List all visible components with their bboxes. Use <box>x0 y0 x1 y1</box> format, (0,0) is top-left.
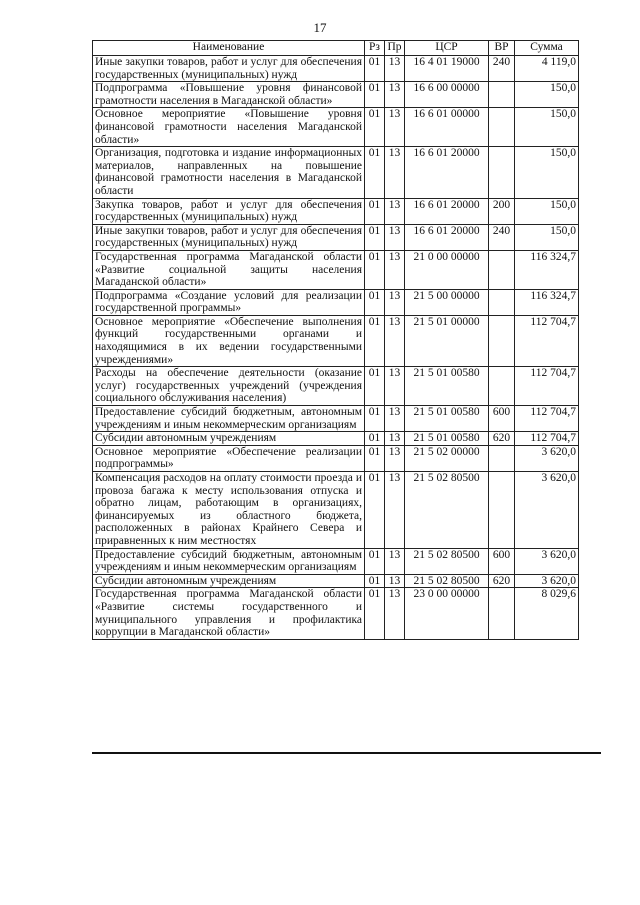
table-body <box>93 56 579 640</box>
row-vr-cell: 240 <box>489 224 515 250</box>
row-pr-cell: 13 <box>385 147 405 198</box>
row-name-cell: Предоставление субсидий бюджетным, автономным учреждениям и иным некоммерческим организациям <box>93 548 365 574</box>
row-vr-cell <box>489 108 515 147</box>
row-name-cell: Подпрограмма «Создание условий для реализации государственной программы» <box>93 289 365 315</box>
row-csr-cell: 21 5 00 00000 <box>405 289 489 315</box>
row-name-cell: Подпрограмма «Повышение уровня финансовой грамотности населения в Магаданской области» <box>93 82 365 108</box>
table-row <box>93 147 579 198</box>
row-vr-cell <box>489 289 515 315</box>
row-csr-cell: 16 4 01 19000 <box>405 56 489 82</box>
row-vr-cell <box>489 250 515 289</box>
row-csr-cell: 16 6 00 00000 <box>405 82 489 108</box>
table-row <box>93 588 579 639</box>
row-name-cell: Субсидии автономным учреждениям <box>93 432 365 446</box>
row-csr-cell: 21 5 02 00000 <box>405 445 489 471</box>
row-pr-cell: 13 <box>385 367 405 406</box>
row-sum-cell: 3 620,0 <box>515 548 579 574</box>
table-row <box>93 250 579 289</box>
divider-line <box>92 752 601 754</box>
row-rz-cell: 01 <box>365 289 385 315</box>
row-pr-cell: 13 <box>385 574 405 588</box>
row-vr-cell <box>489 445 515 471</box>
row-pr-cell: 13 <box>385 224 405 250</box>
row-pr-cell: 13 <box>385 108 405 147</box>
row-sum-cell: 112 704,7 <box>515 367 579 406</box>
row-pr-cell: 13 <box>385 198 405 224</box>
row-name-cell: Предоставление субсидий бюджетным, автономным учреждениям и иным некоммерческим организациям <box>93 406 365 432</box>
row-vr-cell: 620 <box>489 432 515 446</box>
row-sum-cell: 150,0 <box>515 147 579 198</box>
table-row <box>93 432 579 446</box>
row-sum-cell: 4 119,0 <box>515 56 579 82</box>
header-vr: ВР <box>489 41 515 56</box>
row-csr-cell: 23 0 00 00000 <box>405 588 489 639</box>
row-rz-cell: 01 <box>365 315 385 366</box>
row-name-cell: Иные закупки товаров, работ и услуг для обеспечения государственных (муниципальных) нужд <box>93 56 365 82</box>
row-sum-cell: 150,0 <box>515 82 579 108</box>
row-vr-cell: 600 <box>489 406 515 432</box>
row-rz-cell: 01 <box>365 432 385 446</box>
row-name-cell: Государственная программа Магаданской области «Развитие социальной защиты населения Магаданской области» <box>93 250 365 289</box>
row-rz-cell: 01 <box>365 108 385 147</box>
row-vr-cell: 240 <box>489 56 515 82</box>
row-rz-cell: 01 <box>365 588 385 639</box>
row-pr-cell: 13 <box>385 548 405 574</box>
table-row <box>93 56 579 82</box>
row-vr-cell: 620 <box>489 574 515 588</box>
row-csr-cell: 16 6 01 20000 <box>405 198 489 224</box>
row-rz-cell: 01 <box>365 367 385 406</box>
row-rz-cell: 01 <box>365 445 385 471</box>
row-name-cell: Основное мероприятие «Обеспечение реализации подпрограммы» <box>93 445 365 471</box>
row-vr-cell: 600 <box>489 548 515 574</box>
table-row <box>93 574 579 588</box>
table-header-row <box>93 41 579 56</box>
row-name-cell: Основное мероприятие «Повышение уровня финансовой грамотности населения Магаданской области» <box>93 108 365 147</box>
row-csr-cell: 16 6 01 00000 <box>405 108 489 147</box>
table-row <box>93 82 579 108</box>
table-row <box>93 224 579 250</box>
header-csr: ЦСР <box>405 41 489 56</box>
row-pr-cell: 13 <box>385 588 405 639</box>
row-rz-cell: 01 <box>365 406 385 432</box>
row-csr-cell: 21 5 01 00580 <box>405 406 489 432</box>
row-sum-cell: 150,0 <box>515 108 579 147</box>
row-rz-cell: 01 <box>365 250 385 289</box>
row-sum-cell: 116 324,7 <box>515 250 579 289</box>
table-row <box>93 315 579 366</box>
budget-table <box>92 40 579 640</box>
table-row <box>93 289 579 315</box>
row-rz-cell: 01 <box>365 472 385 549</box>
table-row <box>93 548 579 574</box>
row-rz-cell: 01 <box>365 224 385 250</box>
row-sum-cell: 112 704,7 <box>515 432 579 446</box>
table-row <box>93 108 579 147</box>
row-pr-cell: 13 <box>385 315 405 366</box>
row-vr-cell <box>489 315 515 366</box>
row-csr-cell: 21 5 02 80500 <box>405 472 489 549</box>
row-name-cell: Закупка товаров, работ и услуг для обеспечения государственных (муниципальных) нужд <box>93 198 365 224</box>
row-csr-cell: 21 5 01 00000 <box>405 315 489 366</box>
row-csr-cell: 21 0 00 00000 <box>405 250 489 289</box>
row-vr-cell <box>489 147 515 198</box>
row-vr-cell <box>489 588 515 639</box>
row-name-cell: Субсидии автономным учреждениям <box>93 574 365 588</box>
row-csr-cell: 21 5 01 00580 <box>405 367 489 406</box>
row-sum-cell: 112 704,7 <box>515 315 579 366</box>
table-row <box>93 472 579 549</box>
row-pr-cell: 13 <box>385 289 405 315</box>
table-row <box>93 445 579 471</box>
row-rz-cell: 01 <box>365 548 385 574</box>
row-pr-cell: 13 <box>385 406 405 432</box>
row-pr-cell: 13 <box>385 472 405 549</box>
row-pr-cell: 13 <box>385 432 405 446</box>
row-pr-cell: 13 <box>385 56 405 82</box>
row-csr-cell: 16 6 01 20000 <box>405 224 489 250</box>
row-name-cell: Государственная программа Магаданской области «Развитие системы государственного и муниципального управления и профилактика коррупции в Магаданской области» <box>93 588 365 639</box>
row-pr-cell: 13 <box>385 82 405 108</box>
row-rz-cell: 01 <box>365 574 385 588</box>
row-rz-cell: 01 <box>365 147 385 198</box>
header-name: Наименование <box>93 41 365 56</box>
row-sum-cell: 3 620,0 <box>515 472 579 549</box>
row-rz-cell: 01 <box>365 198 385 224</box>
row-vr-cell <box>489 472 515 549</box>
row-vr-cell <box>489 367 515 406</box>
page-number: 17 <box>313 20 327 35</box>
row-csr-cell: 21 5 02 80500 <box>405 574 489 588</box>
row-rz-cell: 01 <box>365 82 385 108</box>
row-rz-cell: 01 <box>365 56 385 82</box>
row-name-cell: Организация, подготовка и издание информационных материалов, направленных на повышение финансовой грамотности населения в Магаданской области <box>93 147 365 198</box>
row-sum-cell: 3 620,0 <box>515 574 579 588</box>
row-name-cell: Иные закупки товаров, работ и услуг для обеспечения государственных (муниципальных) нужд <box>93 224 365 250</box>
row-name-cell: Компенсация расходов на оплату стоимости проезда и провоза багажа к месту использования отпуска и обратно лицам, работающим в организациях, финансируемых из областного бюджета, расположенных в районах Крайнего Севера и приравненных к ним местностях <box>93 472 365 549</box>
header-pr: Пр <box>385 41 405 56</box>
row-vr-cell <box>489 82 515 108</box>
row-name-cell: Основное мероприятие «Обеспечение выполнения функций государственными органами и находящимися в их ведении государственными учреждениями» <box>93 315 365 366</box>
row-sum-cell: 116 324,7 <box>515 289 579 315</box>
row-csr-cell: 21 5 02 80500 <box>405 548 489 574</box>
table-row <box>93 367 579 406</box>
row-sum-cell: 8 029,6 <box>515 588 579 639</box>
header-sum: Сумма <box>515 41 579 56</box>
row-sum-cell: 150,0 <box>515 224 579 250</box>
row-pr-cell: 13 <box>385 250 405 289</box>
row-vr-cell: 200 <box>489 198 515 224</box>
table-row <box>93 406 579 432</box>
header-rz: Рз <box>365 41 385 56</box>
table-row <box>93 198 579 224</box>
row-pr-cell: 13 <box>385 445 405 471</box>
row-csr-cell: 16 6 01 20000 <box>405 147 489 198</box>
row-sum-cell: 3 620,0 <box>515 445 579 471</box>
row-sum-cell: 150,0 <box>515 198 579 224</box>
row-sum-cell: 112 704,7 <box>515 406 579 432</box>
row-csr-cell: 21 5 01 00580 <box>405 432 489 446</box>
row-name-cell: Расходы на обеспечение деятельности (оказание услуг) государственных учреждений (учреждения социального обслуживания населения) <box>93 367 365 406</box>
